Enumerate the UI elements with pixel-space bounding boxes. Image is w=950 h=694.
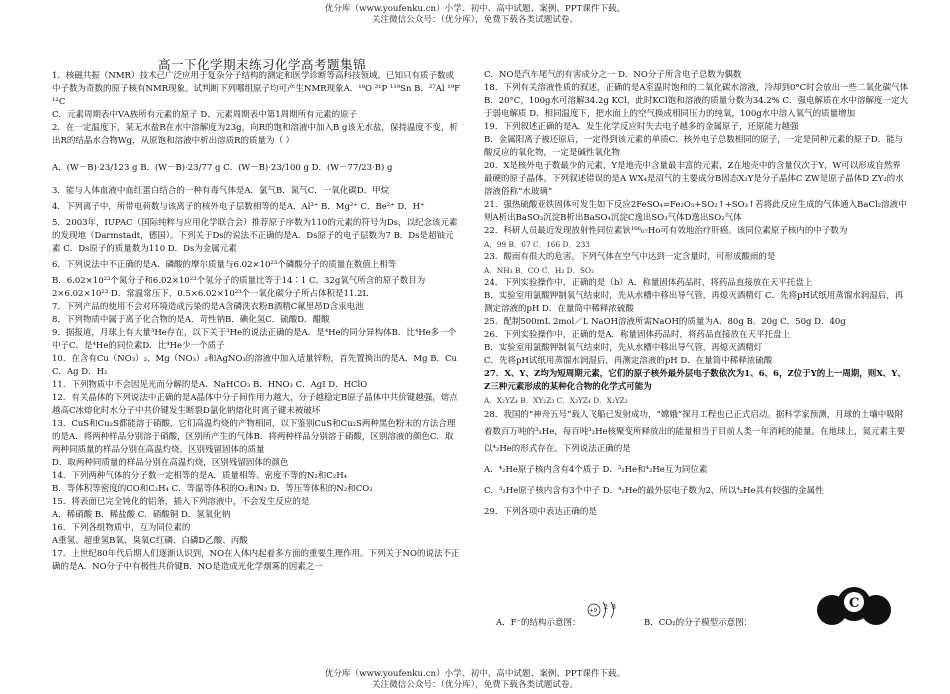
q29-option-b-label: B．CO₂的分子模型示意图： (644, 618, 753, 628)
footer-line-2: 关注微信公众号：（优分库），免费下载各类试题试卷。 (371, 680, 579, 690)
question-text: 22．科研人员最近发现放射性同位素钬¹⁶⁶₆₇Ho可有效地治疗肝癌。该同位素原子核内的中子数为 (484, 226, 848, 236)
question-text: 13．CuS和Cu₂S都能溶于硝酸，它们高温灼烧的产物相同，以下鉴别CuS和Cu₂S两种黑色粉末的方法合理的是A．将两种样品分别溶于硝酸，区别所产生的气体B．将两种样品分别溶于硝酸，区别溶液的颜色C．取两种同质量的样品分别在高温灼烧，区别残留固体的质量 (52, 419, 456, 455)
diagram-shell-label: 2 (604, 604, 608, 611)
question-text: 25．配制500mL 2mol／L NaOH溶液所需NaOH的质量为A．80g B．20g C．50g D．40g (484, 317, 846, 327)
question-text: 6．下列说法中不正确的是A．磷酸的摩尔质量与6.02×10²³个磷酸分子的质量在数值上相等 (52, 260, 397, 270)
question-text: A．稀硝酸 B．稀盐酸 C．硝酸铜 D．氢氧化钠 (52, 510, 231, 520)
question-text: 14．下列两种气体的分子数一定相等的是A．质量相等、密度不等的N₂和C₂H₄ (52, 471, 348, 481)
q29-diagrams (484, 598, 909, 658)
co2-molecule-model-diagram (814, 580, 894, 636)
diagram-nucleus-label: +9 (589, 608, 598, 614)
right-column (484, 69, 909, 519)
question-text: 19．下列叙述正确的是A．发生化学反应时失去电子越多的金属原子，还原能力越强 (484, 122, 799, 132)
question-text: 5．2003年，IUPAC（国际纯粹与应用化学联合会）推荐原子序数为110的元素的符号为Ds，以纪念该元素的发现地（Darmstadt，德国）。下列关于Ds的说法不正确的是A．Ds原子的电子层数为7 B．Ds是超铀元素 C．Ds原子的质量数为110 D．Ds为金属元素 (52, 218, 458, 254)
footer-line-1: 优分库（www.youfenku.cn）小学、初中、高中试题、案例、PPT课件下载。 (324, 669, 626, 679)
question-text: 8．下列物质中属于离子化合物的是A．苛性钠B．碘化氢C．硫酸D．醋酸 (52, 315, 330, 325)
question-text: 12．有关晶体的下列说法中正确的是A晶体中分子间作用力越大，分子越稳定B原子晶体中共价键越强，熔点越高C冰熔化时水分子中共价键发生断裂D氯化钠熔化时离子键未被破坏 (52, 393, 458, 416)
question-text: 23．酸雨有很大的危害。下列气体在空气中达到一定含量时，可形成酸雨的是 (484, 252, 776, 262)
question-text: 11．下列物质中不会因见光而分解的是A．NaHCO₃ B．HNO₃ C．AgI D．HClO (52, 380, 368, 390)
carbon-atom-label: C (849, 596, 860, 611)
question-text: 16．下列各组物质中，互为同位素的 (52, 523, 191, 533)
question-text: 24．下列实验操作中，正确的是（b）A．称量固体药品时，将药品直接放在天平托盘上 (484, 278, 813, 288)
question-text: B．6.02×10²³个氮分子和6.02×10²³个氢分子的质量比等于14∶1 C．32g氧气所含的原子数目为2×6.02×10²³ D．常温常压下，0.5×6.02×10²³个一氧化碳分子所占体积是11.2L (52, 276, 426, 299)
question-options: A．99 B．67 C．166 D．233 (484, 240, 590, 249)
question-text: 15．将表面已完全钝化的铝条，插入下列溶液中，不会发生反应的是 (52, 497, 310, 507)
question-text: 21．强热硫酸亚铁固体可发生如下反应2FeSO₄=Fe₂O₃+SO₂↑+SO₃↑若将此反应生成的气体通入BaCl₂溶液中则A析出BaSO₃沉淀B析出BaSO₄沉淀C逸出SO₃气体D逸出SO₂气体 (484, 200, 907, 223)
question-text: 3．能与人体血液中血红蛋白结合的一种有毒气体是A．氯气B．氮气C．一氧化碳D．甲烷 (52, 186, 390, 196)
question-options: A．X₂YZ₄ B．XY₂Z₃ C．X₃YZ₄ D．X₂YZ₃ (484, 396, 628, 405)
question-text: C．先将pH试纸用蒸馏水润湿后，再测定溶液的pH D．在量筒中稀释浓硫酸 (484, 356, 773, 366)
question-text: B．实验室用氯酸钾制氧气结束时，先从水槽中移出导气管，再熄灭酒精灯 (484, 343, 763, 353)
header-line-1: 优分库（www.youfenku.cn）小学、初中、高中试题、案例、PPT课件下载。 (324, 4, 626, 14)
question-text: 1．核磁共振（NMR）技术已广泛应用于复杂分子结构的测定和医学诊断等高科技领域。已知只有质子数或中子数为奇数的原子核有NMR现象。试判断下列哪组原子均可产生NMR现象A．¹⁸O ³¹P ¹¹⁹Sn B．²⁷Al ¹⁹F ¹²C (52, 71, 460, 107)
page-footer (0, 669, 950, 691)
question-text: 4．下列离子中，所带电荷数与该离子的核外电子层数相等的是A．Al³⁺ B．Mg²⁺ C．Be²⁺ D．H⁺ (52, 202, 425, 212)
question-text: 2．在一定温度下，某无水盐R在水中溶解度为23g，向R的饱和溶液中加入B g该无水盐，保持温度不变，析出R的结晶水合物Wg，从原饱和溶液中析出溶质R的质量为（ ） (52, 123, 458, 146)
question-text: 29．下列各项中表达正确的是 (484, 507, 597, 517)
q29-option-a-label: A．F⁻的结构示意图： (496, 618, 581, 628)
question-text: 28．我国的“神舟五号”载人飞船已发射成功，“嫦娥”探月工程也已正式启动。据科学家预测，月球的土壤中吸附着数百万吨的³₂He，每百吨³₂He核聚变所释放出的能量相当于目前人类一年消耗的能量。在地球上，氦元素主要以⁴₂He的形式存在。下列说法正确的是 (484, 410, 906, 454)
question-text: B．金属阳离子被还原后，一定得到该元素的单质C．核外电子总数相同的原子，一定是同种元素的原子D．能与酸反应的氧化物，一定是碱性氧化物 (484, 135, 904, 158)
question-text: 10．在含有Cu（NO₃）₂、Mg（NO₃）₂和AgNO₃的溶液中加入适量锌粉，首先置换出的是A．Mg B．Cu C．Ag D．H₂ (52, 354, 457, 377)
question-text: B．实验室用氯酸钾制氧气结束时，先从水槽中移出导气管，再熄灭酒精灯 C．先将pH试纸用蒸馏水润湿后，再测定溶液的pH D．在量筒中稀释浓硫酸 (484, 291, 904, 314)
question-text: 20．X是核外电子数最少的元素，Y是地壳中含量最丰富的元素，Z在地壳中的含量仅次于Y，W可以形成自然界最硬的原子晶体。下列叙述错误的是A WX₄是沼气的主要成分B固态X₂Y是分子晶体C ZW是原子晶体D ZY₂的水溶液俗称“水玻璃” (484, 161, 904, 197)
question-text: 26．下列实验操作中，正确的是A．称量固体药品时，将药品直接放在天平托盘上 (484, 330, 790, 340)
question-text: 18．下列有关溶液性质的叙述，正确的是A室温时饱和的二氧化碳水溶液，冷却到0°C时会放出一些二氧化碳气体B．20°C，100g水可溶解34.2g KCl，此时KCl饱和溶液的质量分数为34.2% C．强电解质在水中溶解度一定大于弱电解质 D．相同温度下，把水面上的空气换成相同压力的纯氧，100g水中溶入氧气的质量增加 (484, 83, 909, 119)
question-text: A重氢、超重氢B氧、臭氧C红磷、白磷D乙酸、丙酸 (52, 536, 248, 546)
fluoride-ion-structure-diagram (584, 596, 624, 626)
question-text: 7．下列产品的使用不会对环境造成污染的是A含磷洗衣粉B酒精C氟里昂D含汞电池 (52, 302, 364, 312)
page-title: 高一下化学期末练习化学高考题集锦 (158, 57, 367, 72)
question-text: B．等体积等密度的CO和C₂H₄ C．等温等体积的O₂和N₂ D．等压等体积的N₂和CO₂ (52, 484, 373, 494)
question-options: C．³₂He原子核内含有3个中子 D．⁴₂He的最外层电子数为2，所以⁴₂He具有较强的金属性 (484, 486, 824, 496)
question-options: A．(W－B)·23/123 g B．(W－B)·23/77 g C．(W－B)·23/100 g D．(W－77/23·B) g (52, 163, 393, 173)
diagram-shell-label: 8 (612, 604, 616, 611)
question-options: A．NH₃ B．CO C．H₂ D．SO₂ (484, 266, 595, 275)
question-text: 17．上世纪80年代后期人们逐渐认识到，NO在人体内起着多方面的重要生理作用。下列关于NO的说法不正确的是A．NO分子中有极性共价键B．NO是造成光化学烟雾的因素之一 (52, 549, 460, 572)
question-text: C．元素周期表中VA族所有元素的原子 D．元素周期表中第1周期所有元素的原子 (52, 110, 358, 120)
question-text: 9．据报道，月球上有大量³He存在，以下关于³He的说法正确的是A．是⁴He的同分异构体B．比⁴He多一个中子C．是⁴He的同位素D．比⁴He少一个质子 (52, 328, 457, 351)
left-column (52, 70, 460, 574)
question-text: 27．X、Y、Z均为短周期元素，它们的原子核外最外层电子数依次为1、6、6，Z位于Y的上一周期，则X、Y、Z三种元素形成的某种化合物的化学式可能为 (484, 369, 906, 392)
question-text: D．取两种同质量的样品分别在高温灼烧，区别残留固体的颜色 (52, 458, 289, 468)
question-text: C．NO是汽车尾气的有害成分之一 D．NO分子所含电子总数为偶数 (484, 70, 742, 80)
page-header (0, 4, 950, 26)
header-line-2: 关注微信公众号：（优分库），免费下载各类试题试卷。 (371, 15, 579, 25)
question-options: A．⁴₂He原子核内含有4个质子 D．³₂He和⁴₂He互为同位素 (484, 465, 708, 475)
